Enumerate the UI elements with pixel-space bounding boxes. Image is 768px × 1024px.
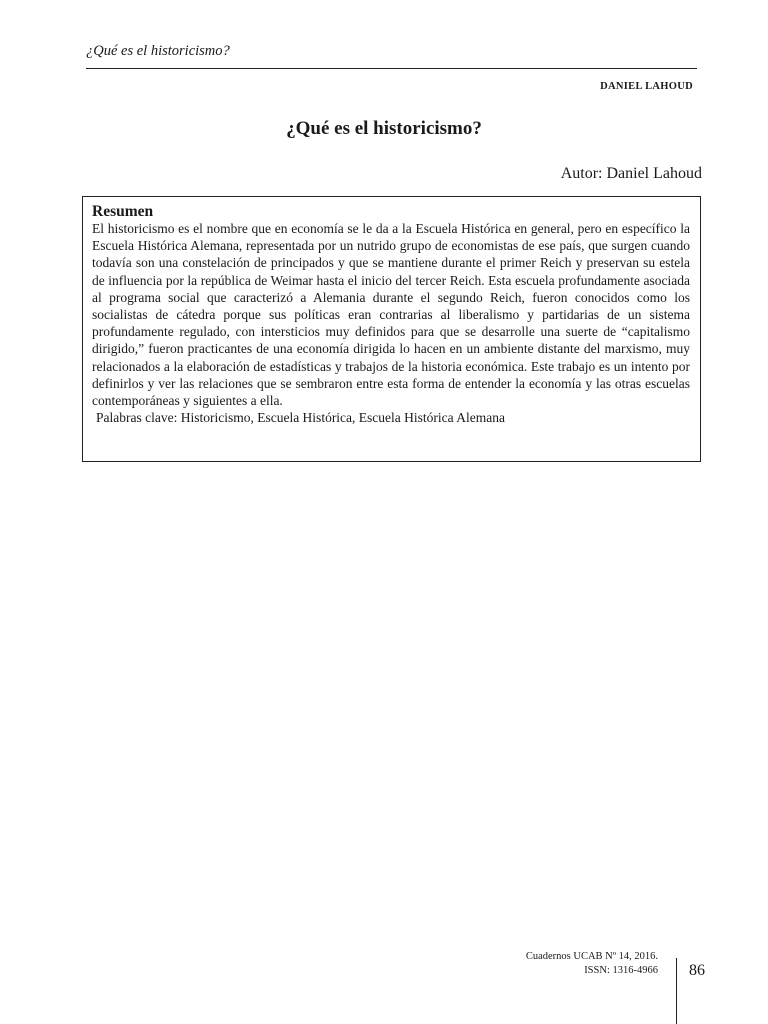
abstract-body: El historicismo es el nombre que en economía se le da a la Escuela Histórica en general, pero en específico la Escuela Histórica Alemana, representada por un nutrido grupo de economistas de ese país, que surgen cuando todavía son una constelación de principados y que se mantiene durante el primer Reich y preservan su estela de influencia por la república de Weimar hasta el inicio del tercer Reich. Esta escuela profundamente asociada al programa social que caracterizó a Alemania durante el segundo Reich, fueron conocidos como los socialistas de cátedra porque sus políticas eran contrarias al liberalismo y partidarias de un sistema profundamente regulado, con intersticios muy definidos para que se desarrolle una suerte de “capitalismo dirigido,” fueron practicantes de una economía dirigida lo hacen en un ambiente distante del marxismo, muy relacionados a la elaboración de estadísticas y trabajos de la historia económica. Este trabajo es un intento por definirlos y ver las relaciones que se sembraron entre esta forma de entender la economía y las otras escuelas contemporáneas y siguientes a ella. [92, 221, 690, 409]
journal-citation: Cuadernos UCAB Nº 14, 2016. [525, 951, 658, 962]
running-head-title: ¿Qué es el historicismo? [86, 43, 230, 59]
page-number: 86 [689, 962, 705, 979]
running-head-author: DANIEL LAHOUD [600, 81, 693, 92]
abstract-heading: Resumen [92, 203, 154, 220]
footer-journal-info [526, 950, 658, 978]
article-title: ¿Qué es el historicismo? [286, 118, 482, 139]
journal-issn: ISSN: 1316-4966 [584, 965, 658, 976]
header-rule [86, 68, 697, 69]
article-byline: Autor: Daniel Lahoud [560, 165, 702, 182]
abstract-box [82, 196, 701, 462]
footer-divider [676, 958, 677, 1024]
keywords: Palabras clave: Historicismo, Escuela Histórica, Escuela Histórica Alemana [96, 410, 505, 426]
